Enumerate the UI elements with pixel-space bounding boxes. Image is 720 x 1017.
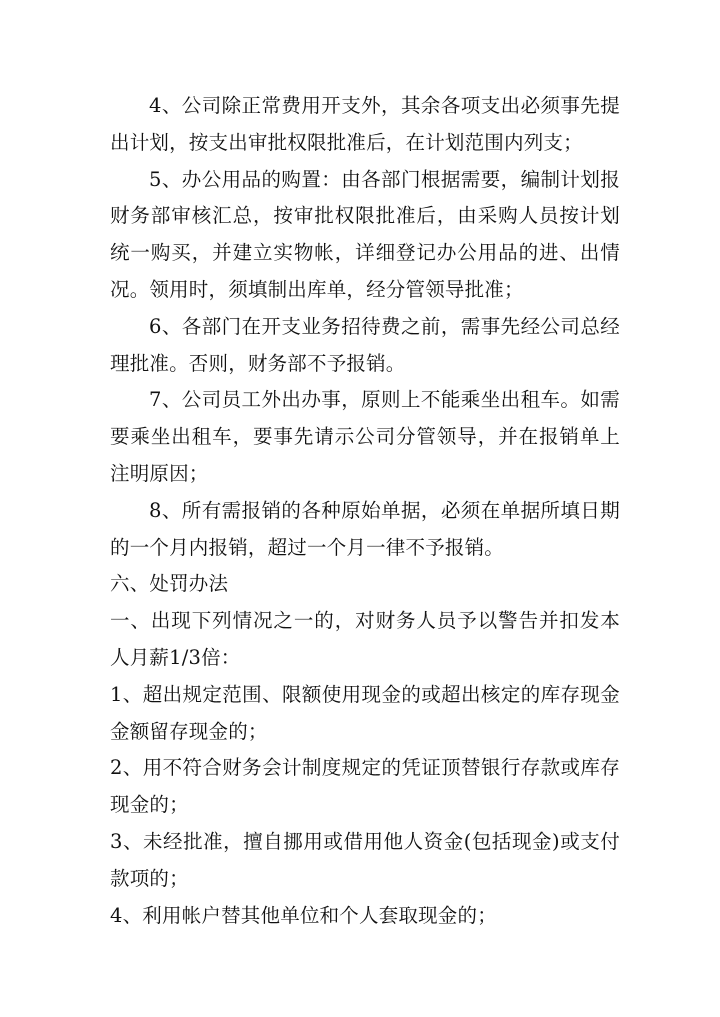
penalty-item-1: 1、超出规定范围、限额使用现金的或超出核定的库存现金金额留存现金的；: [110, 682, 620, 743]
section-heading: 六、处罚办法: [110, 572, 229, 596]
paragraph-item-8: 8、所有需报销的各种原始单据，必须在单据所填日期的一个月内报销，超过一个月一律不予报销。: [110, 498, 620, 559]
penalty-item-2: 2、用不符合财务会计制度规定的凭证顶替银行存款或库存现金的；: [110, 756, 620, 817]
penalty-clause-intro: 一、出现下列情况之一的，对财务人员予以警告并扣发本人月薪1/3倍：: [110, 609, 620, 669]
penalty-item-3: 3、未经批准，擅自挪用或借用他人资金(包括现金)或支付款项的；: [110, 829, 620, 890]
document-body: [110, 88, 620, 934]
paragraph-item-7: 7、公司员工外出办事，原则上不能乘坐出租车。如需要乘坐出租车，要事先请示公司分管领导，并在报销单上注明原因；: [110, 388, 620, 485]
paragraph-item-6: 6、各部门在开支业务招待费之前，需事先经公司总经理批准。否则，财务部不予报销。: [110, 314, 620, 375]
penalty-item-4: 4、利用帐户替其他单位和个人套取现金的；: [110, 903, 497, 927]
paragraph-item-5: 5、办公用品的购置：由各部门根据需要，编制计划报财务部审核汇总，按审批权限批准后，由采购人员按计划统一购买，并建立实物帐，详细登记办公用品的进、出情况。领用时，须填制出库单，经分管领导批准；: [110, 167, 620, 301]
paragraph-item-4: 4、公司除正常费用开支外，其余各项支出必须事先提出计划，按支出审批权限批准后，在计划范围内列支；: [110, 94, 620, 154]
